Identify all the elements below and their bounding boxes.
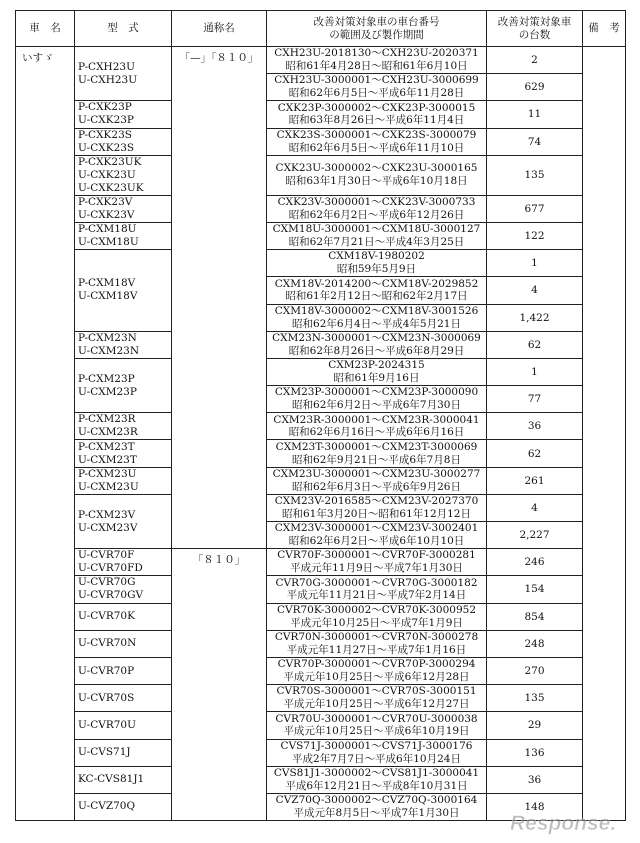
range-cell (267, 331, 487, 358)
count-cell: 77 (487, 386, 583, 413)
range-cell (267, 522, 487, 549)
range-line: CXM23P-3000001～CXM23P-3000090 (274, 386, 479, 399)
range-line: 昭和62年9月21日～平成6年7月8日 (292, 453, 461, 466)
range-line: 昭和62年8月26日～平成6年8月29日 (288, 344, 465, 357)
range-line: CXH23U-2018130～CXH23U-2020371 (274, 47, 479, 60)
model-line: U-CXM23T (78, 453, 137, 466)
count-cell: 1 (487, 250, 583, 277)
range-line: 昭和61年3月20日～昭和61年12月12日 (282, 507, 471, 520)
table-row (16, 549, 626, 576)
range-line: 昭和61年4月28日～昭和61年6月10日 (285, 60, 468, 73)
range-cell (267, 155, 487, 195)
range-line: CXK23U-3000002～CXK23U-3000165 (275, 162, 478, 175)
table-body (16, 47, 626, 821)
range-cell (267, 222, 487, 249)
model-cell (75, 549, 172, 576)
model-line: U-CXK23S (78, 141, 135, 154)
table-row (16, 739, 626, 766)
range-line: 平成2年7月7日～平成6年10月24日 (292, 752, 461, 765)
range-line: 平成元年10月25日～平成7年1月9日 (290, 616, 463, 629)
model-line: U-CVR70P (78, 664, 135, 677)
model-cell (75, 685, 172, 712)
range-cell (267, 494, 487, 521)
range-cell (267, 74, 487, 101)
count-cell: 135 (487, 155, 583, 195)
model-line: U-CXM23V (78, 521, 138, 534)
range-cell (267, 386, 487, 413)
model-cell (75, 440, 172, 467)
range-cell (267, 630, 487, 657)
model-line: U-CVR70F (78, 549, 135, 562)
range-line: CVR70F-3000001～CVR70F-3000281 (277, 549, 476, 562)
range-line: CXM23N-3000001～CXM23N-3000069 (272, 331, 481, 344)
count-cell: 29 (487, 712, 583, 739)
model-line: P-CXM18V (78, 277, 136, 290)
header-count: 改善対策対象車 の台数 (487, 11, 583, 47)
model-line: U-CVR70FD (78, 562, 143, 575)
count-cell: 122 (487, 222, 583, 249)
range-cell (267, 277, 487, 304)
range-line: CXH23U-3000001～CXH23U-3000699 (274, 74, 479, 87)
note-cell (583, 47, 626, 821)
count-cell: 4 (487, 277, 583, 304)
range-cell (267, 712, 487, 739)
count-cell: 2,227 (487, 522, 583, 549)
table-row (16, 155, 626, 195)
range-cell (267, 467, 487, 494)
range-line: 平成元年10月25日～平成6年12月28日 (283, 671, 470, 684)
range-line: CXM23U-3000001～CXM23U-3000277 (272, 467, 481, 480)
count-cell: 2 (487, 47, 583, 74)
model-cell (75, 195, 172, 222)
model-line: P-CXM23P (78, 372, 135, 385)
range-line: CXK23P-3000002～CXK23P-3000015 (277, 101, 476, 114)
model-cell (75, 47, 172, 101)
range-line: CVR70S-3000001～CVR70S-3000151 (276, 685, 477, 698)
model-line: U-CVR70K (78, 610, 135, 623)
range-cell (267, 685, 487, 712)
count-cell: 248 (487, 630, 583, 657)
model-line: U-CVZ70Q (78, 800, 136, 813)
table-row (16, 250, 626, 277)
model-line: U-CXM23N (78, 344, 140, 357)
count-cell: 74 (487, 128, 583, 155)
range-line: 昭和63年8月26日～平成6年11月4日 (288, 114, 465, 127)
range-cell (267, 657, 487, 684)
model-line: U-CXM23R (78, 426, 138, 439)
table-row (16, 47, 626, 74)
alias-cell: 「８１０」 (172, 549, 267, 821)
table-row (16, 712, 626, 739)
model-cell (75, 101, 172, 128)
range-line: CVR70K-3000002～CVR70K-3000952 (276, 603, 477, 616)
table-row (16, 331, 626, 358)
model-line: P-CXM23V (78, 508, 136, 521)
model-line: P-CXK23V (78, 195, 133, 208)
range-line: 平成元年11月27日～平成7年1月16日 (286, 643, 467, 656)
model-line: U-CVS71J (78, 746, 131, 759)
model-cell (75, 467, 172, 494)
range-line: 昭和59年5月9日 (336, 263, 417, 276)
table-row (16, 413, 626, 440)
range-line: CXM18V-2014200～CXM18V-2029852 (274, 277, 479, 290)
model-line: P-CXM23N (78, 331, 137, 344)
model-cell (75, 358, 172, 412)
model-cell (75, 630, 172, 657)
model-line: U-CVR70S (78, 691, 135, 704)
header-note: 備 考 (583, 11, 626, 47)
count-cell: 629 (487, 74, 583, 101)
model-line: P-CXM23U (78, 467, 137, 480)
table-row (16, 128, 626, 155)
model-line: P-CXH23U (78, 60, 135, 73)
model-line: P-CXK23S (78, 128, 132, 141)
recall-table (15, 10, 626, 821)
count-cell: 136 (487, 739, 583, 766)
range-line: 平成元年10月25日～平成6年10月19日 (283, 725, 470, 738)
range-cell (267, 101, 487, 128)
model-cell (75, 413, 172, 440)
range-line: 平成元年11月21日～平成7年2月14日 (286, 589, 467, 602)
range-line: 昭和61年2月12日～昭和62年2月17日 (285, 290, 468, 303)
model-cell (75, 331, 172, 358)
range-cell (267, 766, 487, 793)
table-row (16, 358, 626, 385)
range-line: CXM18U-3000001～CXM18U-3000127 (272, 223, 481, 236)
table-row (16, 494, 626, 521)
range-line: 昭和62年6月5日～平成6年11月28日 (288, 87, 465, 100)
range-line: CVR70N-3000001～CVR70N-3000278 (274, 631, 479, 644)
range-line: 昭和62年6月4日～平成4年5月21日 (292, 317, 461, 330)
model-cell (75, 155, 172, 195)
header-maker: 車 名 (16, 11, 75, 47)
range-line: CXK23S-3000001～CXK23S-3000079 (276, 128, 477, 141)
table-row (16, 766, 626, 793)
model-cell (75, 793, 172, 820)
model-line: U-CXM23U (78, 480, 139, 493)
range-line: 平成元年10月25日～平成6年12月27日 (283, 698, 470, 711)
header-alias: 通称名 (172, 11, 267, 47)
count-cell: 854 (487, 603, 583, 630)
range-cell (267, 250, 487, 277)
model-line: KC-CVS81J1 (78, 773, 145, 786)
range-line: 平成6年12月21日～平成8年10月31日 (285, 779, 468, 792)
range-line: CXM23P-2024315 (328, 359, 425, 372)
model-cell (75, 128, 172, 155)
table-row (16, 657, 626, 684)
range-line: 昭和61年9月16日 (333, 371, 420, 384)
count-cell: 36 (487, 766, 583, 793)
model-line: U-CVR70U (78, 718, 136, 731)
model-cell (75, 657, 172, 684)
model-cell (75, 250, 172, 332)
table-row (16, 222, 626, 249)
range-cell (267, 576, 487, 603)
table-row (16, 440, 626, 467)
count-cell: 135 (487, 685, 583, 712)
model-cell (75, 603, 172, 630)
model-cell (75, 739, 172, 766)
model-line: P-CXM23T (78, 440, 135, 453)
count-cell: 148 (487, 793, 583, 820)
model-line: U-CXM18U (78, 236, 139, 249)
model-cell (75, 766, 172, 793)
model-cell (75, 712, 172, 739)
table-row (16, 101, 626, 128)
model-cell (75, 576, 172, 603)
range-cell (267, 128, 487, 155)
range-line: CXK23V-3000001～CXK23V-3000733 (277, 196, 476, 209)
model-line: U-CXK23U (78, 168, 136, 181)
range-cell (267, 603, 487, 630)
model-line: U-CVR70G (78, 576, 136, 589)
count-cell: 36 (487, 413, 583, 440)
range-line: CXM23V-3000001～CXM23V-3002401 (274, 522, 479, 535)
count-cell: 1 (487, 358, 583, 385)
range-cell (267, 549, 487, 576)
range-cell (267, 739, 487, 766)
count-cell: 1,422 (487, 304, 583, 331)
range-line: 平成元年11月9日～平成7年1月30日 (290, 562, 463, 575)
response-watermark (508, 806, 626, 838)
table-row (16, 603, 626, 630)
model-line: P-CXM23R (78, 413, 136, 426)
header-row (16, 11, 626, 47)
range-cell (267, 304, 487, 331)
range-line: CXM23T-3000001～CXM23T-3000069 (275, 440, 478, 453)
table-row (16, 576, 626, 603)
count-cell: 270 (487, 657, 583, 684)
range-line: CVS81J1-3000002～CVS81J1-3000041 (273, 766, 480, 779)
range-line: 昭和62年6月2日～平成6年10月10日 (288, 535, 465, 548)
range-line: CVR70U-3000001～CVR70U-3000038 (275, 712, 478, 725)
alias-cell: 「—」「８１０」 (172, 47, 267, 549)
model-line: P-CXK23UK (78, 155, 142, 168)
count-cell: 261 (487, 467, 583, 494)
range-line: CVR70G-3000001～CVR70G-3000182 (275, 576, 478, 589)
range-line: CXM18V-3000002～CXM18V-3001526 (274, 304, 479, 317)
range-line: CXM23V-2016585～CXM23V-2027370 (274, 495, 479, 508)
model-line: U-CXK23V (78, 208, 135, 221)
maker-cell: いすゞ (16, 47, 75, 821)
range-cell (267, 195, 487, 222)
range-line: 昭和62年6月16日～平成6年6月16日 (288, 426, 465, 439)
table-row (16, 195, 626, 222)
count-cell: 62 (487, 331, 583, 358)
model-line: U-CXM18V (78, 290, 138, 303)
model-line: U-CVR70GV (78, 589, 144, 602)
range-line: CVR70P-3000001～CVR70P-3000294 (277, 658, 476, 671)
model-line: U-CXM23P (78, 385, 137, 398)
range-line: 昭和62年7月21日～平成4年3月25日 (288, 236, 465, 249)
model-line: P-CXK23P (78, 101, 132, 114)
range-line: CVS71J-3000001～CVS71J-3000176 (280, 739, 473, 752)
model-line: P-CXM18U (78, 223, 137, 236)
range-line: 昭和63年1月30日～平成6年10月18日 (285, 175, 468, 188)
range-cell (267, 47, 487, 74)
model-cell (75, 222, 172, 249)
count-cell: 677 (487, 195, 583, 222)
range-cell (267, 413, 487, 440)
count-cell: 11 (487, 101, 583, 128)
range-cell (267, 440, 487, 467)
table-row (16, 685, 626, 712)
range-line: CVZ70Q-3000002～CVZ70Q-3000164 (275, 794, 478, 807)
model-line: U-CXK23P (78, 114, 134, 127)
model-line: U-CXH23U (78, 73, 138, 86)
header-model: 型 式 (75, 11, 172, 47)
model-line: U-CXK23UK (78, 181, 144, 194)
model-cell (75, 494, 172, 548)
watermark-text: Response. (510, 812, 617, 835)
range-line: 昭和62年6月2日～平成6年7月30日 (292, 399, 461, 412)
range-line: 昭和62年6月5日～平成6年11月10日 (288, 141, 465, 154)
model-line: U-CVR70N (78, 637, 137, 650)
count-cell: 154 (487, 576, 583, 603)
count-cell: 246 (487, 549, 583, 576)
count-cell: 4 (487, 494, 583, 521)
range-cell (267, 793, 487, 820)
range-line: 昭和62年6月3日～平成6年9月26日 (292, 480, 461, 493)
header-range: 改善対策対象車の車台番号 の範囲及び製作期間 (267, 11, 487, 47)
range-line: CXM23R-3000001～CXM23R-3000041 (273, 413, 480, 426)
range-line: CXM18V-1980202 (328, 250, 425, 263)
table-row (16, 467, 626, 494)
table-row (16, 630, 626, 657)
count-cell: 62 (487, 440, 583, 467)
range-line: 昭和62年6月2日～平成6年12月26日 (288, 208, 465, 221)
range-cell (267, 358, 487, 385)
range-line: 平成元年8月5日～平成7年1月30日 (293, 806, 460, 819)
